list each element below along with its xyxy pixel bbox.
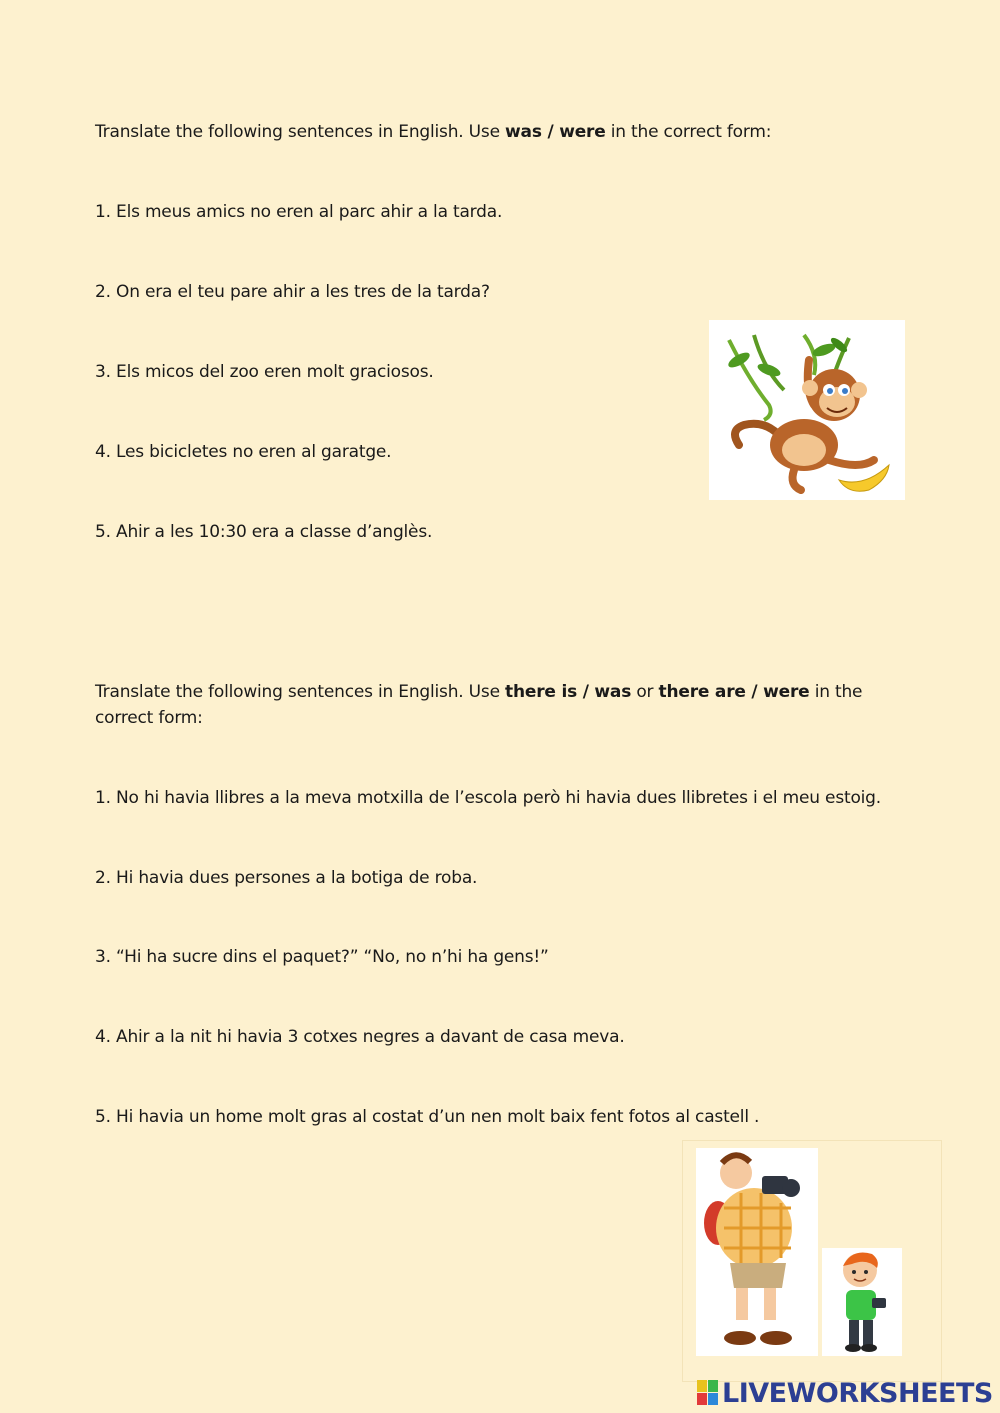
instruction-bold: there are / were xyxy=(658,682,810,702)
liveworksheets-logo xyxy=(697,1376,993,1410)
monkey-illustration xyxy=(709,320,905,500)
section2-sentence-2: 2. Hi havia dues persones a la botiga de roba. xyxy=(95,868,478,888)
section2-sentence-3: 3. “Hi ha sucre dins el paquet?” “No, no n’hi ha gens!” xyxy=(95,947,549,967)
instruction-bold: there is / was xyxy=(505,682,632,702)
section1-sentence-5: 5. Ahir a les 10:30 era a classe d’anglès. xyxy=(95,522,433,542)
instruction-text: Translate the following sentences in English. Use xyxy=(95,122,506,142)
section2-sentence-4: 4. Ahir a la nit hi havia 3 cotxes negres a davant de casa meva. xyxy=(95,1027,625,1047)
section1-sentence-3: 3. Els micos del zoo eren molt graciosos. xyxy=(95,362,434,382)
section1-sentence-1: 1. Els meus amics no eren al parc ahir a la tarda. xyxy=(95,202,503,222)
instruction-bold: was / were xyxy=(505,122,606,142)
instruction-text: Translate the following sentences in English. Use xyxy=(95,682,506,702)
man-photographer-illustration xyxy=(696,1148,818,1356)
boy-photographer-illustration xyxy=(822,1248,902,1356)
instruction-text: in the correct form: xyxy=(95,682,863,728)
instruction-text: or xyxy=(631,682,659,702)
logo-text: LIVEWORKSHEETS xyxy=(722,1377,993,1409)
section2-instruction xyxy=(95,679,895,731)
section1-instruction xyxy=(95,119,771,145)
instruction-text: in the correct form: xyxy=(605,122,772,142)
liveworksheets-mark-icon xyxy=(697,1380,719,1406)
section2-sentence-5: 5. Hi havia un home molt gras al costat d’un nen molt baix fent fotos al castell . xyxy=(95,1107,760,1127)
section2-sentence-1: 1. No hi havia llibres a la meva motxilla de l’escola però hi havia dues llibretes i el meu estoig. xyxy=(95,788,881,808)
section1-sentence-2: 2. On era el teu pare ahir a les tres de la tarda? xyxy=(95,282,490,302)
section1-sentence-4: 4. Les bicicletes no eren al garatge. xyxy=(95,442,392,462)
